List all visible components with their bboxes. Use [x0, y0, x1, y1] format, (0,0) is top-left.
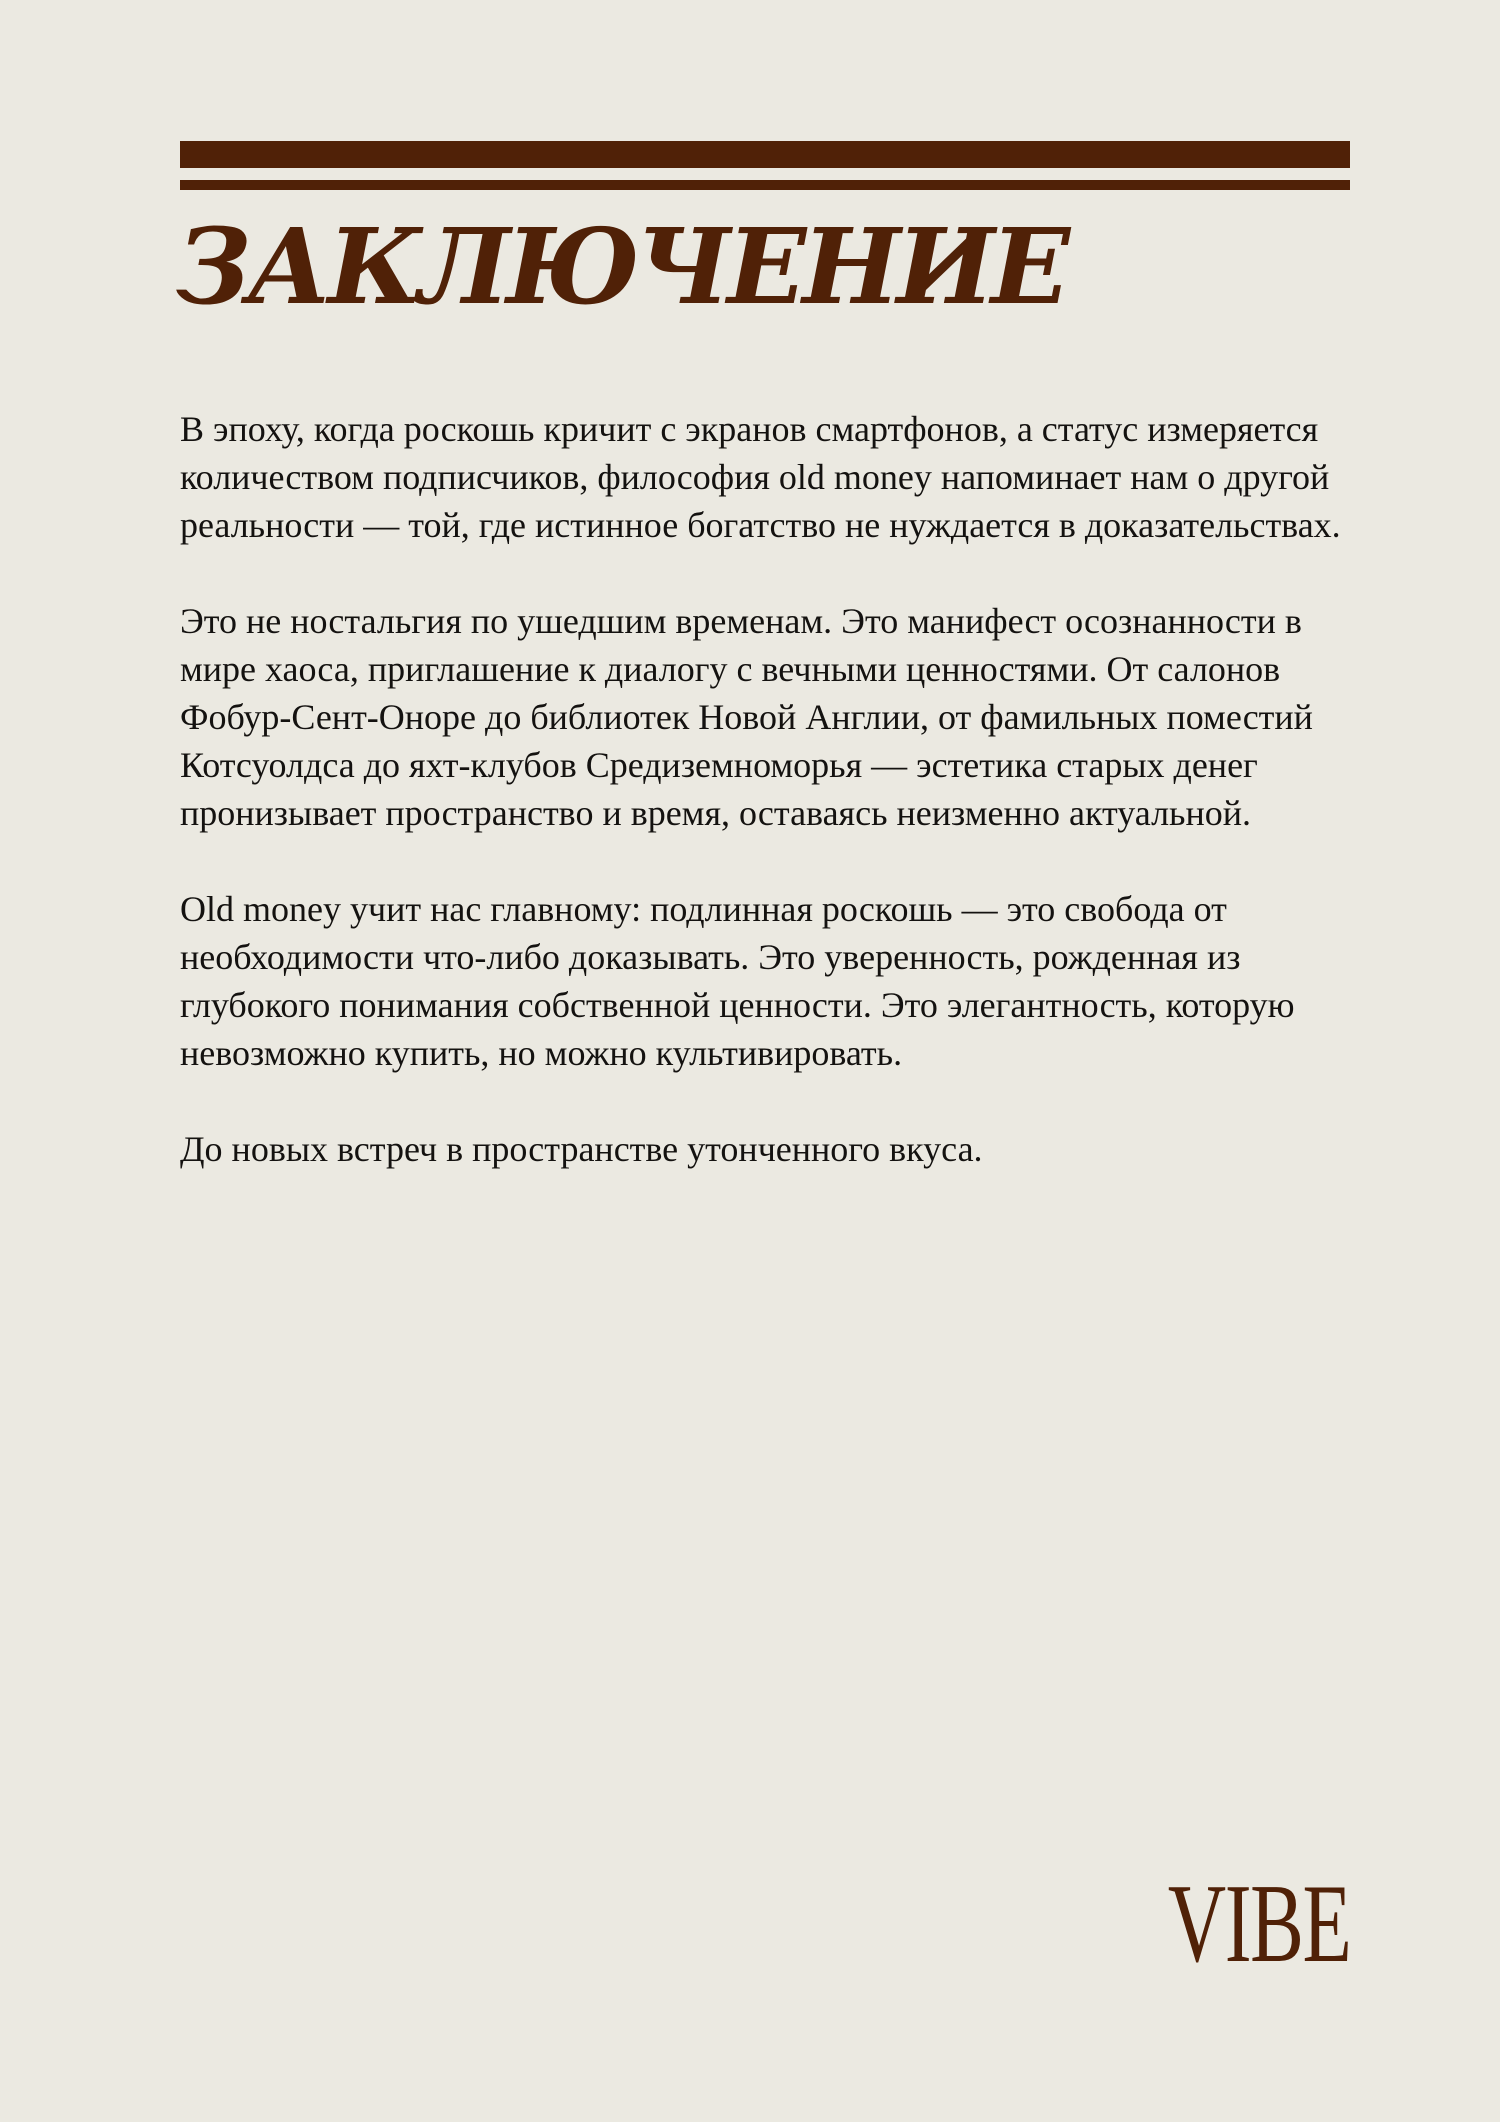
header-thin-rule — [180, 180, 1350, 190]
page-title: ЗАКЛЮЧЕНИЕ — [176, 205, 1067, 328]
paragraph-4: До новых встреч в пространстве утонченного вкуса. — [180, 1129, 983, 1169]
header-thick-rule — [180, 141, 1350, 168]
paragraph-1: В эпоху, когда роскошь кричит с экранов смартфонов, а статус измеряется количеством подписчиков, философия old money напоминает нам о другой реальности — той, где истинное богатство не нуждается в доказательствах. — [180, 409, 1341, 545]
paragraph-2: Это не ностальгия по ушедшим временам. Это манифест осознанности в мире хаоса, приглашение к диалогу с вечными ценностями. От салонов Фобур-Сент-Оноре до библиотек Новой Англии, от фамильных поместий Котсуолдса до яхт-клубов Средиземноморья — эстетика старых денег пронизывает пространство и время, оставаясь неизменно актуальной. — [180, 601, 1313, 833]
vibe-logo: VIBE — [1167, 1862, 1350, 1986]
paragraph-3: Old money учит нас главному: подлинная роскошь — это свобода от необходимости что-либо доказывать. Это уверенность, рожденная из глубокого понимания собственной ценности. Это элегантность, которую невозможно купить, но можно культивировать. — [180, 889, 1295, 1073]
body-text — [180, 405, 1360, 1221]
